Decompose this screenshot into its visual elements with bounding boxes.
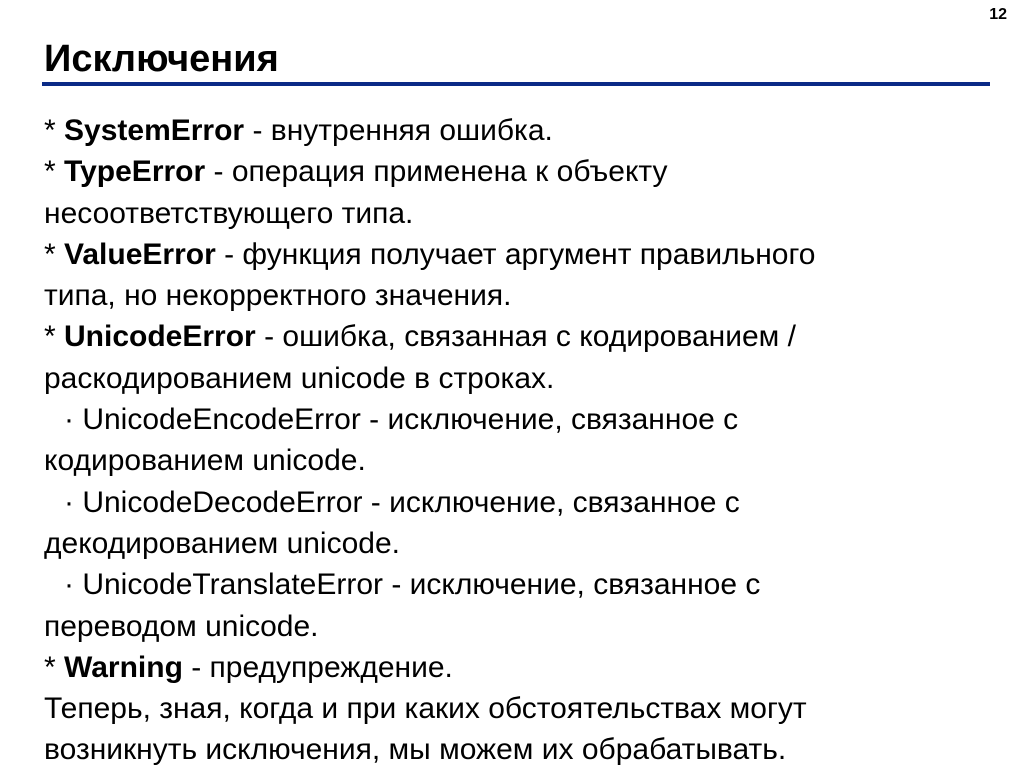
list-item-unicode-error: * UnicodeError - ошибка, связанная с кодированием / [44,320,796,354]
list-item-continuation: несоответствующего типа. [44,196,414,230]
slide-content [44,110,994,771]
sub-item-decode-error: · UnicodeDecodeError - исключение, связанное с [64,485,740,519]
exception-name: UnicodeError [64,320,256,354]
exception-name: Warning [64,650,183,684]
slide-title: Исключения [44,38,279,80]
list-item-continuation: кодированием unicode. [44,444,366,478]
sub-item-translate-error: · UnicodeTranslateError - исключение, связанное с [64,568,761,602]
exception-description: - операция применена к объекту [205,155,668,189]
page-number: 12 [989,6,1007,23]
exception-description: - предупреждение. [182,650,453,684]
list-item-value-error: * ValueError - функция получает аргумент правильного [44,237,816,271]
list-item-continuation: декодированием unicode. [44,526,400,560]
list-item-continuation: типа, но некорректного значения. [44,279,512,313]
list-item-continuation: переводом unicode. [44,609,319,643]
list-item-type-error: * TypeError - операция применена к объекту [44,155,668,189]
exception-name: TypeError [64,155,206,189]
list-item-continuation: раскодированием unicode в строках. [44,361,555,395]
exception-name: SystemError [64,114,245,147]
title-divider [42,82,990,86]
closing-text-line-2: возникнуть исключения, мы можем их обрабатывать. [44,733,787,767]
exception-description: - ошибка, связанная с кодированием / [255,320,796,354]
closing-text-line-1: Теперь, зная, когда и при каких обстоятельствах могут [44,692,807,726]
exception-name: ValueError [64,237,216,271]
exception-description: - внутренняя ошибка. [244,114,553,147]
list-item-system-error: * SystemError - внутренняя ошибка. [44,114,553,147]
list-item-warning: * Warning - предупреждение. [44,650,453,684]
sub-item-encode-error: · UnicodeEncodeError - исключение, связанное с [64,403,739,437]
exception-description: - функция получает аргумент правильного [215,237,816,271]
